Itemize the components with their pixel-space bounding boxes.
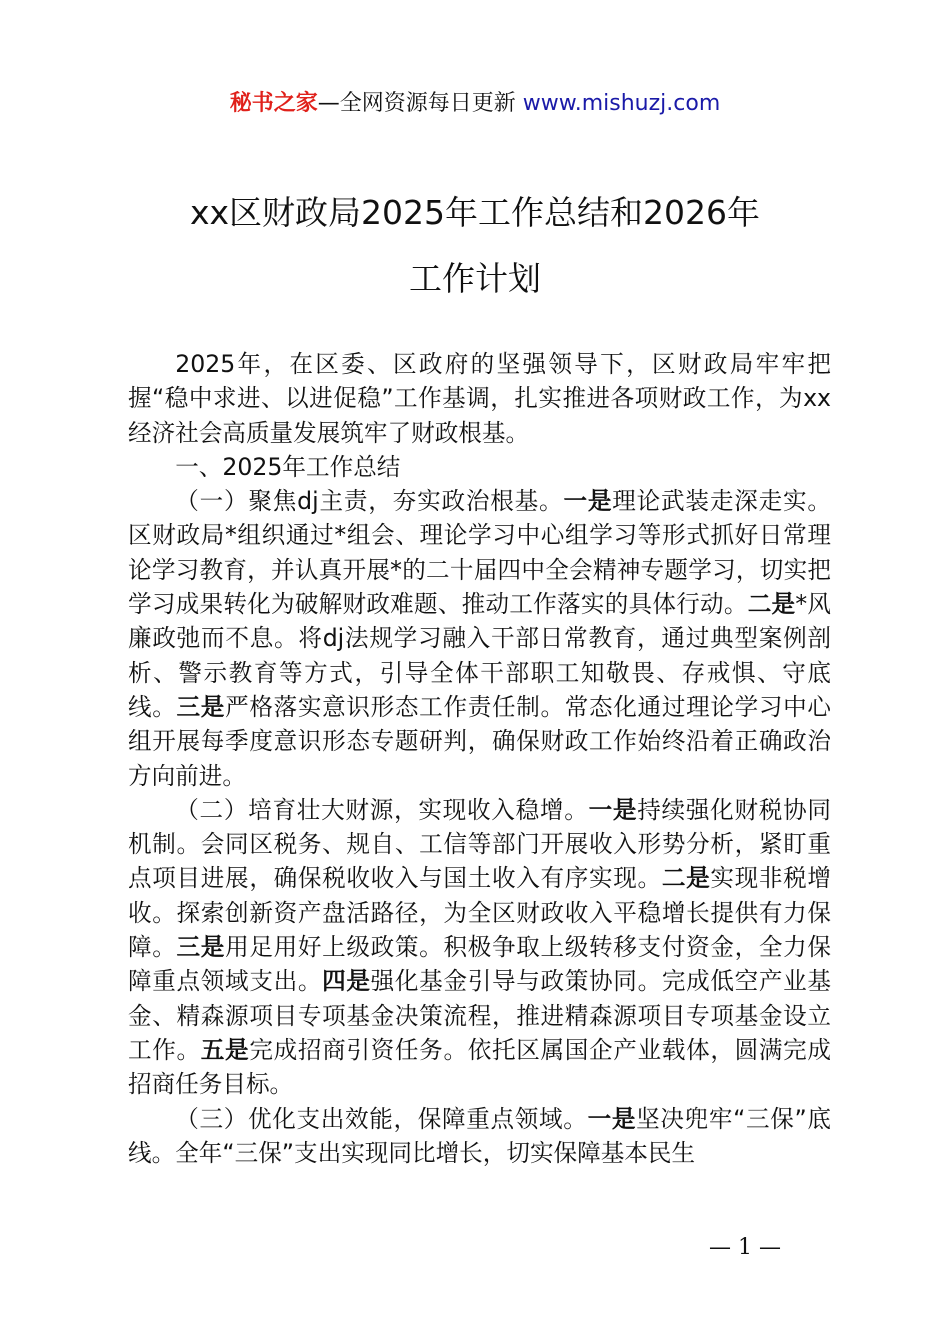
site-tagline: —全网资源每日更新 — [317, 91, 523, 116]
paragraph-expenditure — [128, 1102, 831, 1171]
page-number: — 1 — — [709, 1235, 781, 1260]
paragraph-text: 严格落实意识形态工作责任制。常态化通过理论学习中心组开展每季度意识形态专题研判，确保财政工作始终沿着正确政治方向前进。 — [128, 692, 832, 790]
section-heading: 一、2025年工作总结 — [175, 452, 401, 481]
site-header — [0, 89, 950, 119]
title-line-2: 工作计划 — [409, 259, 541, 298]
keyword: 一是 — [587, 1104, 637, 1133]
document-title — [100, 180, 850, 312]
intro-paragraph: 2025年，在区委、区政府的坚强领导下，区财政局牢牢把握“稳中求进、以进促稳”工作基调，扎实推进各项财政工作，为xx经济社会高质量发展筑牢了财政根基。 — [128, 350, 831, 447]
paragraph-heading: （二）培育壮大财源，实现收入稳增。 — [175, 795, 589, 824]
keyword: 五是 — [200, 1035, 250, 1064]
keyword: 四是 — [322, 967, 371, 996]
keyword: 三是 — [176, 692, 226, 721]
paragraph-text: 完成招商引资任务。依托区属国企产业载体，圆满完成招商任务目标。 — [128, 1035, 832, 1099]
title-line-1: xx区财政局2025年工作总结和2026年 — [189, 193, 761, 232]
paragraph-text: 实现非税增收。探索创新资产盘活路径，为全区财政收入平稳增长提供有力保障。 — [128, 864, 832, 962]
keyword: 一是 — [563, 487, 613, 516]
keyword: 一是 — [588, 795, 638, 824]
paragraph-revenue — [128, 793, 831, 1102]
paragraph-heading: （三）优化支出效能，保障重点领域。 — [175, 1104, 588, 1133]
paragraph-text: *风廉政弛而不息。将dj法规学习融入干部日常教育，通过典型案例剖析、警示教育等方式，引导全体干部职工知敬畏、存戒惧、守底线。 — [128, 590, 832, 721]
keyword: 三是 — [176, 933, 226, 962]
paragraph-heading: （一）聚焦dj主责，夯实政治根基。 — [175, 487, 564, 516]
paragraph-politics — [128, 484, 831, 793]
paragraph-text: 坚决兜牢“三保”底线。全年“三保”支出实现同比增长，切实保障基本民生 — [128, 1104, 832, 1167]
paragraph-text: 强化基金引导与政策协同。完成低空产业基金、精森源项目专项基金决策流程，推进精森源项目专项基金设立工作。 — [128, 967, 832, 1064]
document-body — [128, 347, 831, 1170]
paragraph-text: 持续强化财税协同机制。会同区税务、规自、工信等部门开展收入形势分析，紧盯重点项目进展，确保税收收入与国土收入有序实现。 — [128, 795, 832, 893]
site-url[interactable]: www.mishuzj.com — [522, 91, 721, 116]
site-brand: 秘书之家 — [229, 91, 318, 116]
keyword: 二是 — [661, 864, 711, 893]
paragraph-text: 用足用好上级政策。积极争取上级转移支付资金，全力保障重点领域支出。 — [128, 933, 832, 996]
paragraph-text: 理论武装走深走实。区财政局*组织通过*组会、理论学习中心组学习等形式抓好日常理论学习教育，并认真开展*的二十届四中全会精神专题学习，切实把学习成果转化为破解财政难题、推动工作落实的具体行动。 — [128, 487, 832, 619]
keyword: 二是 — [747, 590, 796, 619]
